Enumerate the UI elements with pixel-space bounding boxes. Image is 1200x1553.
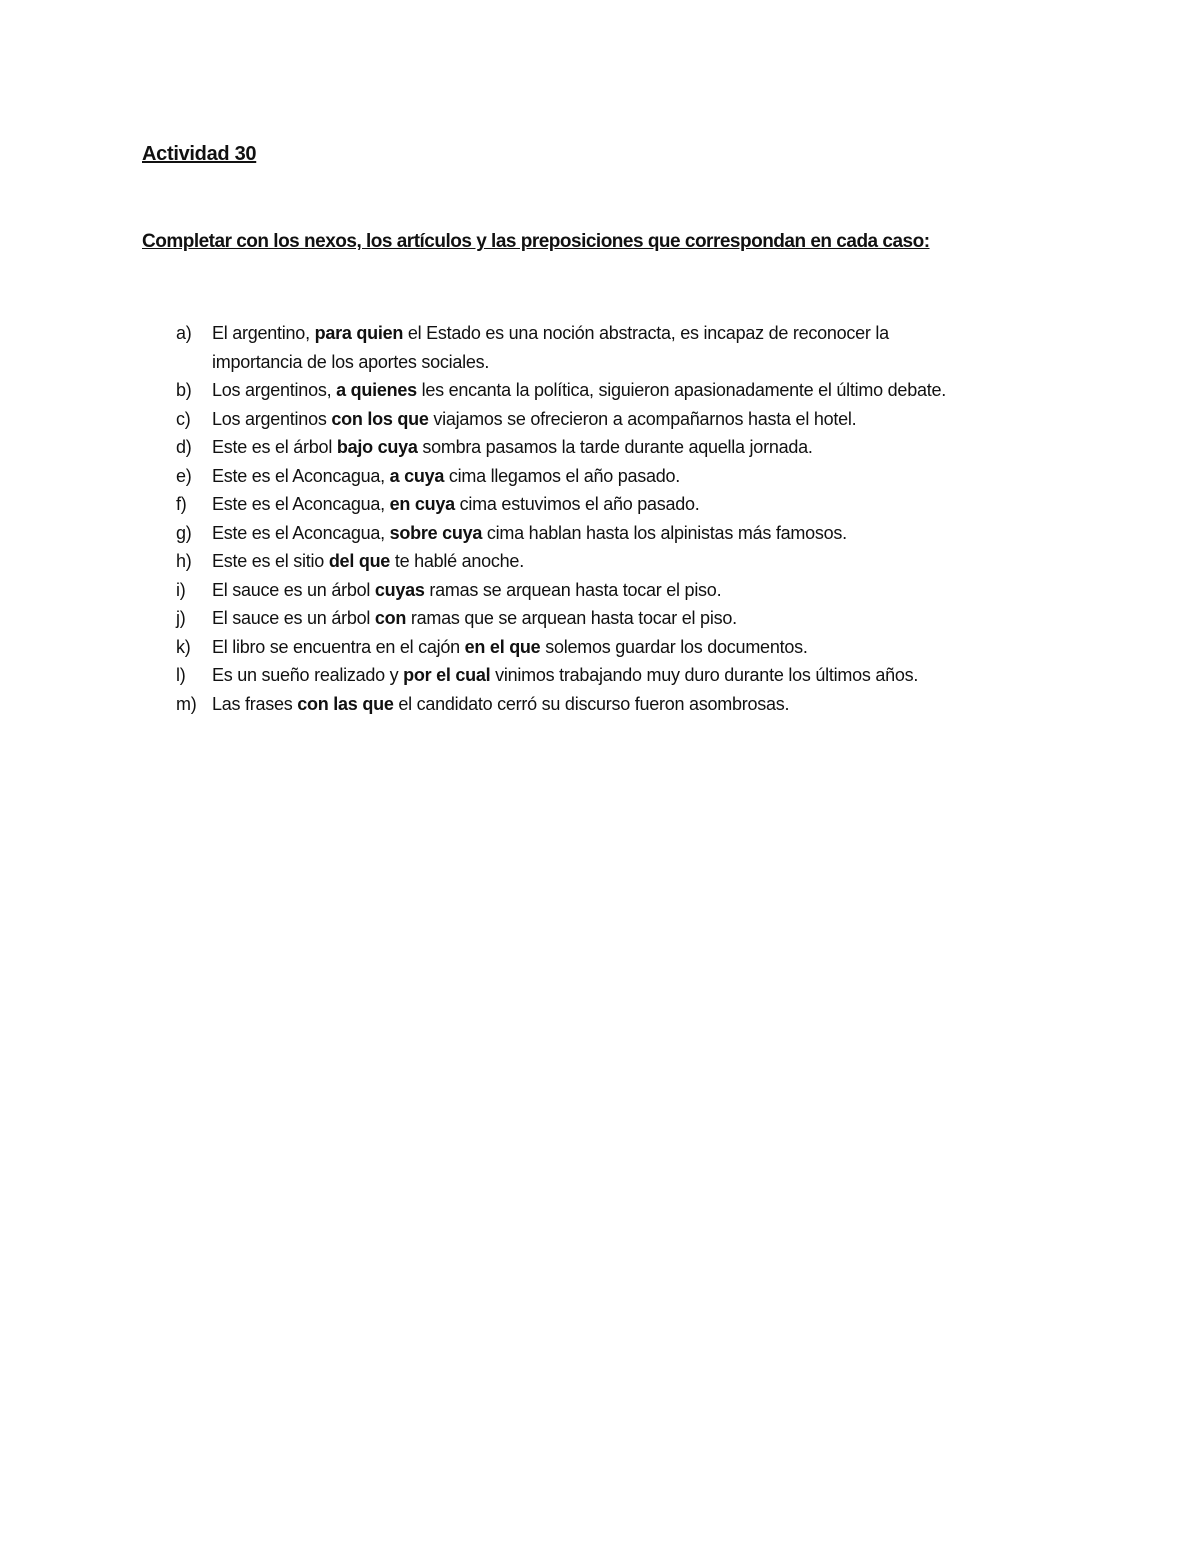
item-text-before: Este es el Aconcagua, (212, 494, 390, 514)
item-text-after: ramas se arquean hasta tocar el piso. (424, 579, 722, 600)
item-marker: f) (176, 494, 187, 514)
item-keyword: sobre cuya (389, 522, 483, 543)
item-text-before: El sauce es un árbol (212, 608, 375, 628)
item-keyword: cuyas (374, 579, 425, 600)
item-marker: g) (176, 522, 192, 543)
instruction-heading: Completar con los nexos, los artículos y las preposiciones que correspondan en cada caso: (142, 231, 930, 252)
page-title: Actividad 30 (142, 143, 257, 165)
item-keyword: bajo cuya (336, 437, 418, 457)
item-text-after: vinimos trabajando muy duro durante los últimos años. (490, 665, 919, 685)
item-text-after: ramas que se arquean hasta tocar el piso. (406, 608, 737, 628)
item-text-before: Los argentinos (212, 408, 332, 429)
item-marker: i) (176, 579, 186, 600)
item-text-before: Los argentinos, (212, 380, 337, 400)
item-keyword: con las que (297, 693, 394, 714)
item-text-before: Este es el árbol (212, 437, 337, 457)
item-text-after: el candidato cerró su discurso fueron asombrosas. (393, 693, 790, 714)
item-marker: c) (176, 408, 191, 429)
list-item (142, 319, 1142, 376)
item-text-before: Las frases (212, 693, 298, 714)
item-text-after: cima llegamos el año pasado. (444, 465, 681, 486)
item-keyword: por el cual (403, 665, 491, 685)
list-item (142, 576, 1142, 605)
item-keyword: en el que (464, 636, 541, 657)
item-keyword: a quienes (336, 380, 417, 400)
item-text-after: cima hablan hasta los alpinistas más famosos. (482, 522, 847, 543)
item-keyword: en cuya (389, 494, 455, 514)
list-item (142, 519, 1142, 548)
item-marker: j) (176, 608, 186, 628)
list-item (142, 661, 1142, 690)
item-marker: b) (176, 380, 192, 400)
item-keyword: con (374, 608, 407, 628)
item-text-before: Este es el sitio (212, 551, 329, 571)
item-text-before: El sauce es un árbol (212, 579, 375, 600)
item-keyword: del que (328, 551, 391, 571)
list-item (142, 376, 1142, 405)
item-text-after: les encanta la política, siguieron apasionadamente el último debate. (416, 380, 946, 400)
item-marker: h) (176, 551, 192, 571)
item-marker: a) (176, 323, 192, 343)
list-item (142, 633, 1142, 662)
list-item (142, 462, 1142, 491)
list-item (142, 547, 1142, 576)
item-marker: k) (176, 636, 191, 657)
item-marker: d) (176, 437, 192, 457)
list-item (142, 433, 1142, 462)
item-keyword: a cuya (389, 465, 445, 486)
item-text-after: cima estuvimos el año pasado. (454, 494, 700, 514)
item-text-before: El libro se encuentra en el cajón (212, 636, 465, 657)
item-text-before: El argentino, (212, 323, 315, 343)
item-text-after: sombra pasamos la tarde durante aquella jornada. (417, 437, 813, 457)
item-text-before: Es un sueño realizado y (212, 665, 404, 685)
item-text-after: el Estado es una noción abstracta, es incapaz de reconocer la (403, 323, 889, 343)
item-marker: l) (176, 665, 186, 685)
exercise-list (142, 319, 1142, 718)
item-text-before: Este es el Aconcagua, (212, 465, 390, 486)
item-keyword: con los que (331, 408, 429, 429)
list-item (142, 690, 1142, 719)
item-text-after: te hablé anoche. (390, 551, 524, 571)
item-keyword: para quien (314, 323, 404, 343)
list-item (142, 405, 1142, 434)
item-continuation: importancia de los aportes sociales. (212, 351, 490, 372)
item-marker: m) (176, 693, 197, 714)
list-item (142, 604, 1142, 633)
item-text-after: viajamos se ofrecieron a acompañarnos hasta el hotel. (428, 408, 857, 429)
item-text-before: Este es el Aconcagua, (212, 522, 390, 543)
item-text-after: solemos guardar los documentos. (540, 636, 808, 657)
item-marker: e) (176, 465, 192, 486)
list-item (142, 490, 1142, 519)
